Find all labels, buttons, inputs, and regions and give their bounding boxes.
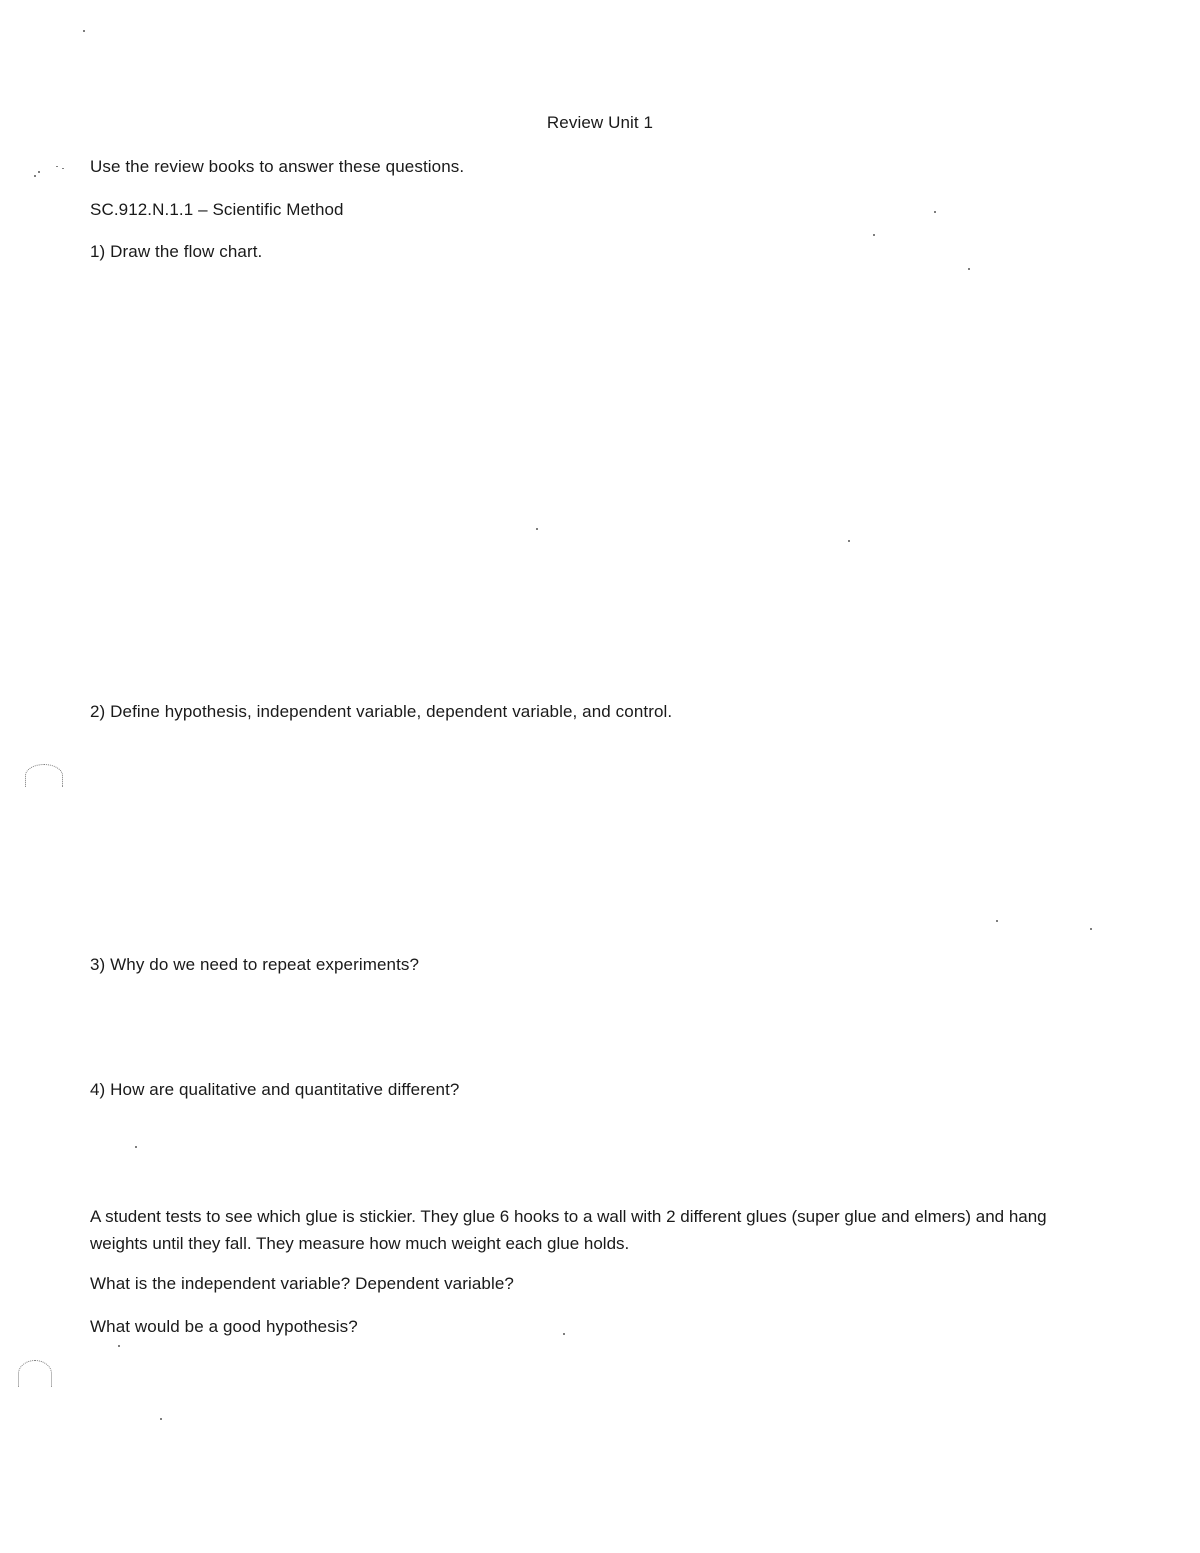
- standard-heading: SC.912.N.1.1 – Scientific Method: [90, 200, 344, 219]
- scan-speck: [34, 175, 36, 177]
- scan-speck: [1090, 928, 1092, 930]
- worksheet-title: Review Unit 1: [546, 113, 654, 132]
- scan-speck: [56, 166, 58, 167]
- scan-arc-mark: [18, 1360, 52, 1387]
- question-3: 3) Why do we need to repeat experiments?: [90, 955, 420, 974]
- scan-speck: [996, 920, 998, 922]
- scenario-paragraph: A student tests to see which glue is stickier. They glue 6 hooks to a wall with 2 different glues (super glue and elmers) and hang weights until they fall. They measure how much weight each glue holds.: [90, 1207, 1047, 1253]
- scan-speck: [873, 234, 875, 236]
- scan-speck: [563, 1333, 565, 1335]
- scan-speck: [160, 1418, 162, 1420]
- scan-speck: [38, 171, 40, 173]
- scan-arc-mark: [25, 764, 63, 787]
- scenario-question-variables: What is the independent variable? Dependent variable?: [90, 1274, 514, 1293]
- scan-speck: [83, 30, 85, 32]
- scan-speck: [934, 211, 936, 213]
- scan-speck: [536, 528, 538, 530]
- scan-speck: [118, 1345, 120, 1347]
- scan-speck: [62, 168, 64, 169]
- question-4: 4) How are qualitative and quantitative different?: [90, 1080, 460, 1099]
- scenario-question-hypothesis: What would be a good hypothesis?: [90, 1317, 358, 1336]
- instructions-text: Use the review books to answer these questions.: [90, 157, 465, 176]
- question-2: 2) Define hypothesis, independent variable, dependent variable, and control.: [90, 702, 673, 721]
- scan-speck: [848, 540, 850, 542]
- scan-speck: [135, 1146, 137, 1148]
- question-1: 1) Draw the flow chart.: [90, 242, 263, 261]
- scan-speck: [968, 268, 970, 270]
